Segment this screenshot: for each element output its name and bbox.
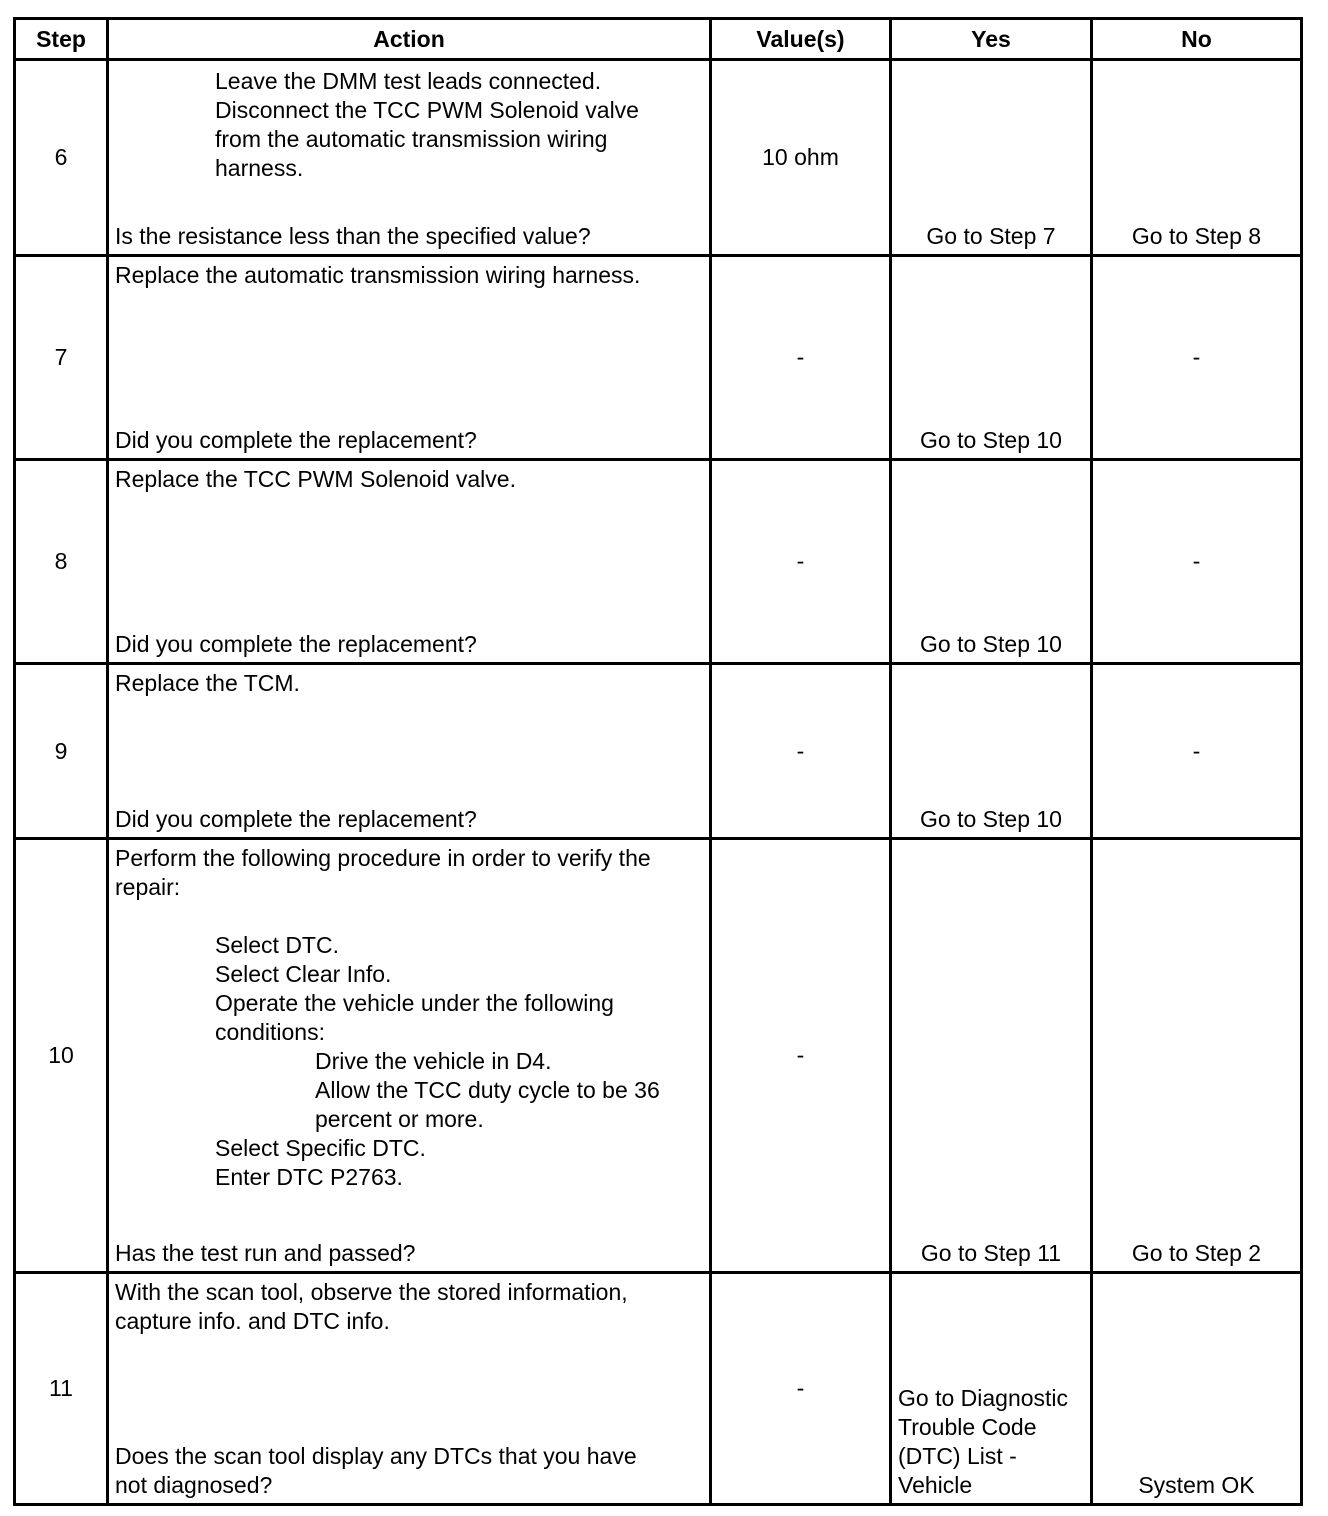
table-row xyxy=(15,839,1302,1273)
yes-cell xyxy=(891,839,1092,1273)
procedure-line: Operate the vehicle under the following xyxy=(215,990,614,1016)
question-line: not diagnosed? xyxy=(115,1472,273,1498)
yes-text xyxy=(898,1384,1090,1500)
step-number: 7 xyxy=(15,256,108,460)
yes-cell xyxy=(891,1273,1092,1505)
no-text: System OK xyxy=(1138,1472,1255,1498)
action-question: Did you complete the replacement? xyxy=(115,427,477,453)
yes-cell xyxy=(891,256,1092,460)
action-question: Has the test run and passed? xyxy=(115,1240,416,1266)
procedure-substeps xyxy=(215,1047,703,1134)
action-line: harness. xyxy=(215,155,304,181)
step-number: 9 xyxy=(15,664,108,839)
value-cell: - xyxy=(711,839,891,1273)
procedure-line: conditions: xyxy=(215,1019,325,1045)
no-cell: - xyxy=(1092,256,1302,460)
header-no: No xyxy=(1092,19,1302,60)
no-text: Go to Step 8 xyxy=(1131,223,1262,249)
header-row xyxy=(15,19,1302,60)
procedure-subline: Drive the vehicle in D4. xyxy=(315,1048,552,1074)
table-row xyxy=(15,460,1302,664)
no-cell xyxy=(1092,60,1302,256)
action-line: capture info. and DTC info. xyxy=(115,1308,390,1334)
action-line: Disconnect the TCC PWM Solenoid valve xyxy=(215,97,639,123)
step-number: 11 xyxy=(15,1273,108,1505)
diagnostic-table xyxy=(13,17,1303,1506)
no-cell: - xyxy=(1092,664,1302,839)
action-cell xyxy=(108,60,711,256)
yes-text: Go to Step 10 xyxy=(920,806,1062,832)
yes-text: Go to Step 10 xyxy=(920,631,1062,657)
action-cell xyxy=(108,664,711,839)
yes-text: Go to Step 11 xyxy=(920,1240,1062,1266)
yes-line: Trouble Code xyxy=(898,1414,1037,1440)
action-question xyxy=(115,1442,705,1500)
procedure-subline: Allow the TCC duty cycle to be 36 xyxy=(315,1077,660,1103)
value-cell: - xyxy=(711,1273,891,1505)
action-question: Is the resistance less than the specified value? xyxy=(115,223,591,249)
no-cell xyxy=(1092,1273,1302,1505)
action-question: Did you complete the replacement? xyxy=(115,806,477,832)
procedure-line: Select Clear Info. xyxy=(215,961,392,987)
action-line: Replace the TCM. xyxy=(115,670,300,696)
no-cell xyxy=(1092,839,1302,1273)
action-line: repair: xyxy=(115,874,181,900)
action-cell xyxy=(108,839,711,1273)
table-row xyxy=(15,1273,1302,1505)
procedure-steps xyxy=(115,931,703,1192)
header-values: Value(s) xyxy=(711,19,891,60)
step-number: 6 xyxy=(15,60,108,256)
no-cell: - xyxy=(1092,460,1302,664)
header-step: Step xyxy=(15,19,108,60)
procedure-line: Select Specific DTC. xyxy=(215,1135,426,1161)
value-cell: - xyxy=(711,256,891,460)
action-line: Leave the DMM test leads connected. xyxy=(215,68,602,94)
question-line: Does the scan tool display any DTCs that you have xyxy=(115,1443,637,1469)
header-yes: Yes xyxy=(891,19,1092,60)
procedure-line: Select DTC. xyxy=(215,932,339,958)
yes-cell xyxy=(891,60,1092,256)
yes-cell xyxy=(891,460,1092,664)
table-row xyxy=(15,664,1302,839)
action-cell xyxy=(108,460,711,664)
yes-line: Go to Diagnostic xyxy=(898,1385,1069,1411)
table-row xyxy=(15,60,1302,256)
action-line: With the scan tool, observe the stored information, xyxy=(115,1279,628,1305)
action-line: Perform the following procedure in order to verify the xyxy=(115,845,651,871)
yes-line: Vehicle xyxy=(898,1472,973,1498)
value-cell: - xyxy=(711,460,891,664)
action-line: from the automatic transmission wiring xyxy=(215,126,608,152)
step-number: 10 xyxy=(15,839,108,1273)
action-cell xyxy=(108,1273,711,1505)
yes-text: Go to Step 10 xyxy=(920,427,1062,453)
yes-line: (DTC) List - xyxy=(898,1443,1017,1469)
action-cell xyxy=(108,256,711,460)
action-line: Replace the automatic transmission wiring harness. xyxy=(115,262,641,288)
action-line: Replace the TCC PWM Solenoid valve. xyxy=(115,466,516,492)
header-action: Action xyxy=(108,19,711,60)
no-text: Go to Step 2 xyxy=(1131,1240,1262,1266)
procedure-line: Enter DTC P2763. xyxy=(215,1164,403,1190)
yes-text: Go to Step 7 xyxy=(926,223,1056,249)
table-row xyxy=(15,256,1302,460)
procedure-subline: percent or more. xyxy=(315,1106,484,1132)
action-question: Did you complete the replacement? xyxy=(115,631,477,657)
value-cell: 10 ohm xyxy=(711,60,891,256)
value-cell: - xyxy=(711,664,891,839)
step-number: 8 xyxy=(15,460,108,664)
yes-cell xyxy=(891,664,1092,839)
